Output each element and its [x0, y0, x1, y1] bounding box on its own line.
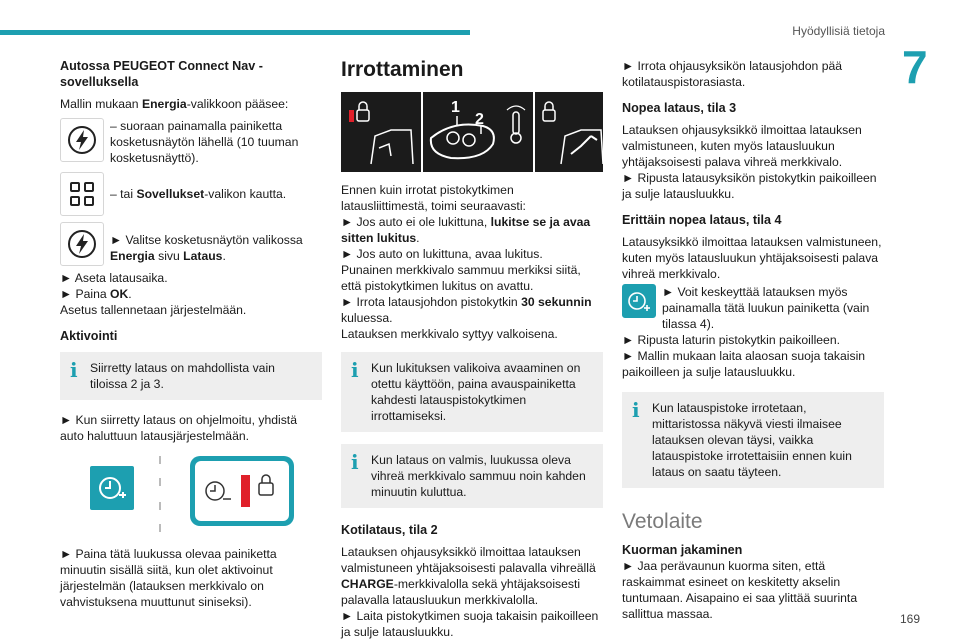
option-text: – tai Sovellukset-valikon kautta. — [110, 187, 287, 201]
fig-label-2: 2 — [475, 111, 484, 128]
text-p4: Latausyksikkö ilmoittaa latauksen valmistuneen, kuten myös latausluukun yhtäjaksoisesti palava vihreä merkkivalo. — [622, 235, 882, 281]
charging-door-figure — [60, 456, 322, 536]
car-lock-icon — [341, 92, 423, 172]
sub-heading: Kotilataus, tila 2 — [341, 523, 438, 537]
plug-icon — [535, 92, 615, 172]
option-text: ► Voit keskeyttää latauksen myös painamalla tätä luukun painiketta (vain tilassa 4). — [662, 285, 870, 331]
text-p3: ► Jos auto on lukittuna, avaa lukitus. — [341, 247, 543, 261]
info-icon: i — [351, 358, 359, 382]
section-title: Vetolaite — [622, 510, 703, 533]
text-p1: Ennen kuin irrotat pistokytkimen latausliittimestä, toimi seuraavasti: — [341, 183, 526, 213]
running-head: Hyödyllisiä tietoja — [792, 24, 885, 38]
text-p7: ► Mallin mukaan laita alaosan suoja takaisin paikoilleen ja sulje latausluukku. — [622, 349, 866, 379]
info-note — [341, 444, 603, 508]
sub-heading: Nopea lataus, tila 3 — [622, 101, 737, 115]
info-note — [622, 392, 884, 488]
timer-plug-icon — [90, 466, 134, 510]
column-1 — [60, 58, 322, 610]
text-p4: Punainen merkkivalo sammuu merkiksi siitä, että pistokytkimen lukitus on avattu. — [341, 263, 581, 293]
text-p6: Latauksen merkkivalo syttyy valkoisena. — [341, 327, 558, 341]
timer-plug-icon — [195, 461, 289, 521]
info-note — [60, 352, 322, 400]
activation-heading: Aktivointi — [60, 329, 118, 343]
text-p5: ► Irrota latausjohdon pistokytkin 30 sekunnin kuluessa. — [341, 295, 592, 325]
info-icon: i — [632, 398, 640, 422]
saved-text: Asetus tallennetaan järjestelmään. — [60, 303, 247, 317]
step-deferred: ► Kun siirretty lataus on ohjelmoitu, yhdistä auto haluttuun latausjärjestelmään. — [60, 413, 297, 443]
step-press: ► Paina tätä luukussa olevaa painiketta minuutin sisällä siitä, kun olet aktivoinut järjestelmän (latauksen merkkivalo on vahvistuksena muuttunut siniseksi). — [60, 547, 277, 609]
text-p2: Latauksen ohjausyksikkö ilmoittaa latauksen valmistuneen, kuten myös latausluukun yhtäjaksoisesti palava vihreä merkkivalo. — [622, 123, 862, 169]
option-row — [60, 222, 322, 266]
option-row — [60, 118, 322, 166]
text-p2: ► Jos auto ei ole lukittuna, lukitse se ja avaa sitten lukitus. — [341, 215, 591, 245]
note-text: Kun latauspistoke irrotetaan, mittaristossa näkyvä viesti ilmaisee latauksen olevan täysi, vaikka latauspistoke irrotettaisiin ennen kuin lataus on saatu täyteen. — [652, 401, 852, 479]
key-fob-icon — [423, 92, 535, 172]
section-heading: Autossa PEUGEOT Connect Nav -sovelluksella — [60, 59, 263, 89]
sub-heading: Kuorman jakaminen — [622, 543, 743, 557]
sub-heading: Erittäin nopea lataus, tila 4 — [622, 213, 782, 227]
top-accent-bar — [0, 30, 470, 35]
info-icon: i — [351, 450, 359, 474]
fig-label-1: 1 — [451, 99, 460, 116]
info-note — [341, 352, 603, 432]
text-p8: ► Jaa perävaunun kuorma siten, että raskaimmat esineet on keskitetty akselin tuntumaan. Aisapaino ei saa ylittää suurinta sallittua massaa. — [622, 559, 858, 621]
column-3 — [622, 58, 884, 622]
charging-door-panel — [190, 456, 294, 526]
unlock-figure — [341, 92, 603, 172]
text-p7: Latauksen ohjausyksikkö ilmoittaa latauksen valmistuneen yhtäjaksoisesti palavalla vihreällä CHARGE-merkkivalolla sekä yhtäjaksoisesti palavalla latausluukun merkkivalolla. — [341, 545, 596, 607]
lightning-icon — [60, 118, 104, 162]
option-row — [60, 172, 322, 216]
page-number: 169 — [900, 612, 921, 626]
option-text: – suoraan painamalla painiketta kosketusnäytön lähellä (10 tuuman kosketusnäyttö). — [110, 119, 299, 165]
text-p6: ► Ripusta laturin pistokytkin paikoilleen. — [622, 333, 841, 347]
step-time: ► Aseta latausaika. — [60, 271, 168, 285]
text-p8: ► Laita pistokytkimen suoja takaisin paikoilleen ja sulje latausluukku. — [341, 609, 599, 639]
info-icon: i — [70, 358, 78, 382]
lightning-icon — [60, 222, 104, 266]
chapter-number: 7 — [902, 41, 928, 93]
intro-text: Mallin mukaan Energia-valikkoon pääsee: — [60, 97, 289, 111]
apps-grid-icon — [60, 172, 104, 216]
option-text: ► Valitse kosketusnäytön valikossa Energia sivu Lataus. — [110, 233, 303, 263]
section-title: Irrottaminen — [341, 58, 464, 81]
note-text: Kun lukituksen valikoiva avaaminen on otettu käyttöön, paina avauspainiketta kahdesti latauspistokytkimen irrottamiseksi. — [371, 361, 581, 423]
note-text: Kun lataus on valmis, luukussa oleva vihreä merkkivalo sammuu noin kahden minuutin kuluttua. — [371, 453, 586, 499]
column-2 — [341, 58, 603, 640]
text-p1: ► Irrota ohjausyksikön latausjohdon pää kotilatauspistorasiasta. — [622, 59, 843, 89]
timer-plug-icon — [622, 284, 656, 318]
text-p3: ► Ripusta latausyksikön pistokytkin paikoilleen ja sulje latausluukku. — [622, 171, 877, 201]
step-ok: ► Paina OK. — [60, 287, 132, 301]
note-text: Siirretty lataus on mahdollista vain tiloissa 2 ja 3. — [90, 361, 275, 391]
thermometer-icon — [507, 106, 525, 143]
option-row — [622, 284, 884, 332]
